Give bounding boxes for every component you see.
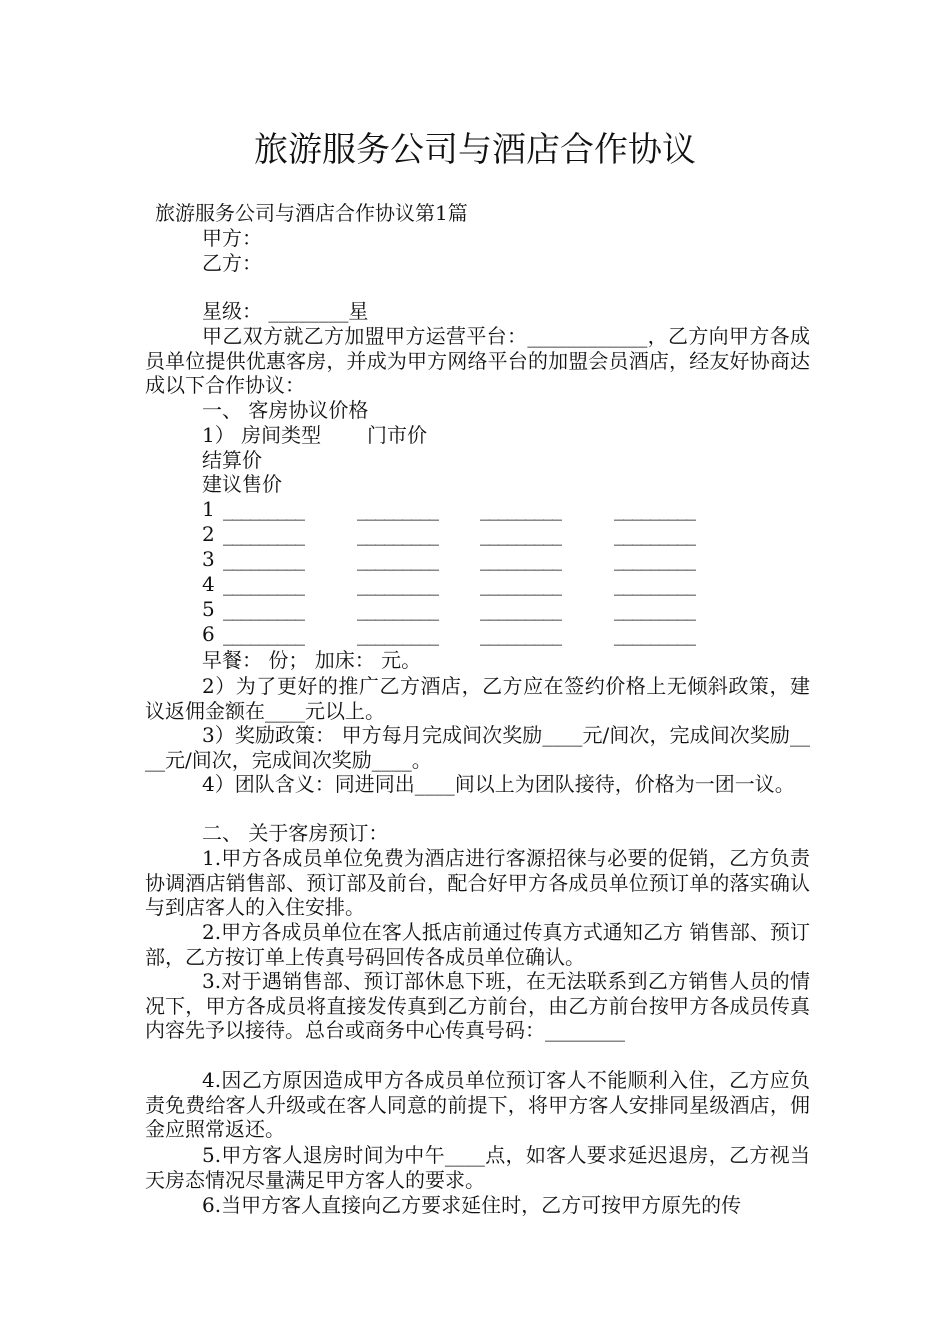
blank-retail: _________ xyxy=(357,572,438,596)
blank-settle: _________ xyxy=(480,497,561,521)
blank-settle: _________ xyxy=(480,547,561,571)
row-number: 2 xyxy=(202,522,215,546)
blank-suggest: _________ xyxy=(614,522,695,546)
blank-room-type: _________ xyxy=(223,622,304,646)
row-number: 6 xyxy=(202,622,215,646)
clause-5-paragraph: 5.甲方客人退房时间为中午____点，如客人要求延迟退房，乙方视当天房态情况尽量满足甲方客人的要求。 xyxy=(145,1143,810,1192)
item-3-paragraph: 3）奖励政策： 甲方每月完成间次奖励____元/间次，完成间次奖励____元/间次，完成间次奖励____。 xyxy=(145,723,810,772)
party-a-line: 甲方： xyxy=(202,226,262,250)
breakfast-line: 早餐： 份； 加床： 元。 xyxy=(202,648,422,672)
blank-room-type: _________ xyxy=(223,547,304,571)
blank-room-type: _________ xyxy=(223,497,304,521)
row-number: 1 xyxy=(202,497,215,521)
blank-room-type: _________ xyxy=(223,572,304,596)
blank-retail: _________ xyxy=(357,522,438,546)
blank-retail: _________ xyxy=(357,622,438,646)
clause-4-paragraph: 4.因乙方原因造成甲方各成员单位预订客人不能顺利入住，乙方应负责免费给客人升级或在客人同意的前提下，将甲方客人安排同星级酒店，佣金应照常返还。 xyxy=(145,1068,810,1141)
blank-retail: _________ xyxy=(357,597,438,621)
settle-price-header: 结算价 xyxy=(202,448,262,472)
room-type-header: 1） 房间类型 xyxy=(202,423,322,447)
document-title: 旅游服务公司与酒店合作协议 xyxy=(254,130,696,170)
row-number: 4 xyxy=(202,572,215,596)
section1-heading: 一、 客房协议价格 xyxy=(202,398,369,422)
item-2-paragraph: 2）为了更好的推广乙方酒店，乙方应在签约价格上无倾斜政策，建议返佣金额在____元以上。 xyxy=(145,674,810,723)
suggest-price-header: 建议售价 xyxy=(202,472,282,496)
row-number: 3 xyxy=(202,547,215,571)
blank-suggest: _________ xyxy=(614,572,695,596)
blank-suggest: _________ xyxy=(614,547,695,571)
blank-room-type: _________ xyxy=(223,522,304,546)
retail-price-header: 门市价 xyxy=(367,423,427,447)
party-b-line: 乙方： xyxy=(202,251,262,275)
clause-6-paragraph: 6.当甲方客人直接向乙方要求延住时，乙方可按甲方原先的传 xyxy=(202,1193,742,1217)
row-number: 5 xyxy=(202,597,215,621)
blank-suggest: _________ xyxy=(614,597,695,621)
clause-2-paragraph: 2.甲方各成员单位在客人抵店前通过传真方式通知乙方 销售部、预订部，乙方按订单上传真号码回传各成员单位确认。 xyxy=(145,920,810,969)
clause-3-paragraph: 3.对于遇销售部、预订部休息下班，在无法联系到乙方销售人员的情况下，甲方各成员将直接发传真到乙方前台，由乙方前台按甲方各成员传真内容先予以接待。总台或商务中心传真号码：________ xyxy=(145,969,810,1042)
item-4-paragraph: 4）团队含义：同进同出____间以上为团队接待，价格为一团一议。 xyxy=(202,772,795,796)
blank-retail: _________ xyxy=(357,547,438,571)
blank-settle: _________ xyxy=(480,572,561,596)
clause-1-paragraph: 1.甲方各成员单位免费为酒店进行客源招徕与必要的促销，乙方负责协调酒店销售部、预订部及前台，配合好甲方各成员单位预订单的落实确认与到店客人的入住安排。 xyxy=(145,846,810,919)
blank-settle: _________ xyxy=(480,622,561,646)
star-level-line: 星级： ________星 xyxy=(202,299,369,323)
blank-suggest: _________ xyxy=(614,622,695,646)
blank-settle: _________ xyxy=(480,522,561,546)
blank-suggest: _________ xyxy=(614,497,695,521)
blank-settle: _________ xyxy=(480,597,561,621)
blank-retail: _________ xyxy=(357,497,438,521)
section2-heading: 二、 关于客房预订： xyxy=(202,821,389,845)
blank-room-type: _________ xyxy=(223,597,304,621)
intro-paragraph: 甲乙双方就乙方加盟甲方运营平台：____________，乙方向甲方各成员单位提供优惠客房，并成为甲方网络平台的加盟会员酒店，经友好协商达成以下合作协议： xyxy=(145,324,810,397)
document-subtitle: 旅游服务公司与酒店合作协议第1篇 xyxy=(155,201,468,225)
